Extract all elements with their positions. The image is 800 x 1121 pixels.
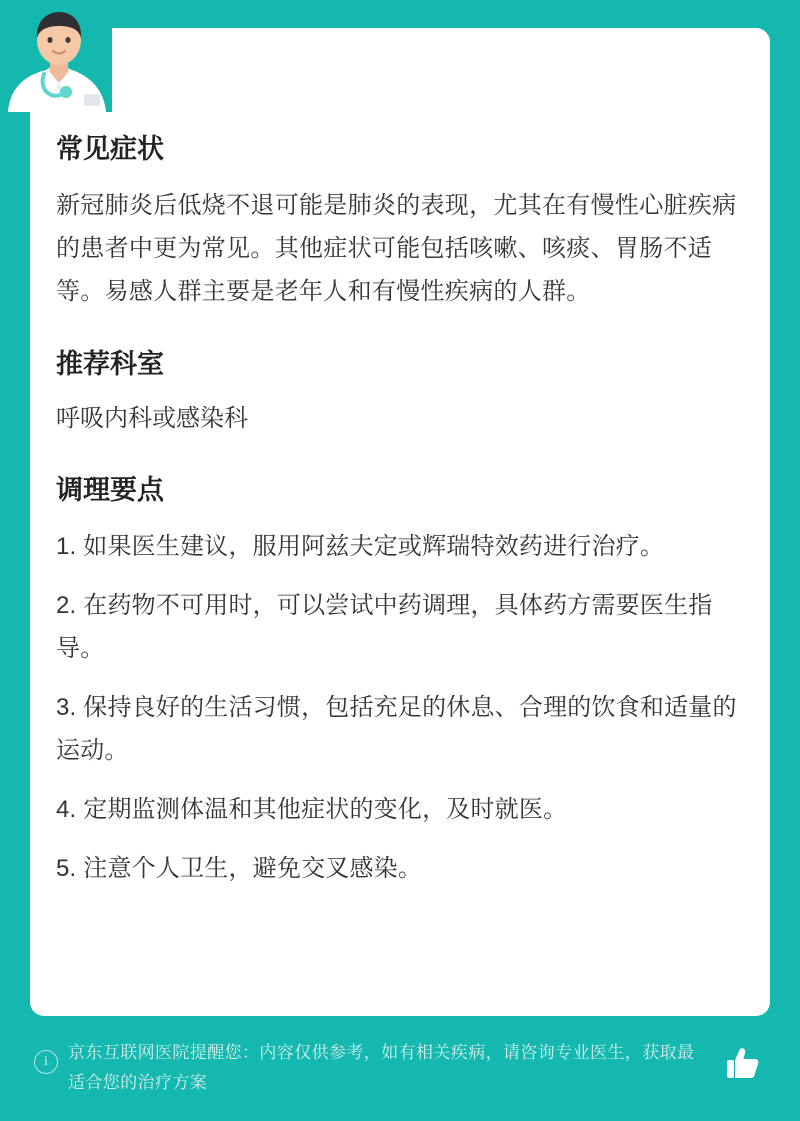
footer-disclaimer-bar — [30, 1024, 770, 1104]
list-item: 5. 注意个人卫生，避免交叉感染。 — [56, 855, 423, 882]
section-heading-department: 推荐科室 — [56, 349, 164, 379]
section-heading-care-points: 调理要点 — [56, 475, 164, 505]
info-icon: i — [34, 1050, 58, 1074]
content-card — [30, 28, 770, 1016]
footer-disclaimer-text: 京东互联网医院提醒您：内容仅供参考，如有相关疾病，请咨询专业医生，获取最适合您的治疗方案 — [68, 1043, 695, 1092]
doctor-avatar-icon — [0, 0, 112, 112]
list-item: 4. 定期监测体温和其他症状的变化，及时就医。 — [56, 796, 568, 823]
page-title: 新冠肺炎后低烧不退指南 — [112, 47, 453, 80]
article-content — [56, 132, 746, 906]
section-paragraph-department: 呼吸内科或感染科 — [56, 405, 248, 432]
list-item: 3. 保持良好的生活习惯，包括充足的休息、合理的饮食和适量的运动。 — [56, 694, 737, 764]
list-item: 2. 在药物不可用时，可以尝试中药调理，具体药方需要医生指导。 — [56, 592, 713, 662]
care-points-list — [56, 525, 746, 890]
thumbs-up-icon[interactable] — [722, 1042, 764, 1084]
section-paragraph-symptoms: 新冠肺炎后低烧不退可能是肺炎的表现，尤其在有慢性心脏疾病的患者中更为常见。其他症状可能包括咳嗽、咳痰、胃肠不适等。易感人群主要是老年人和有慢性疾病的人群。 — [56, 192, 737, 305]
section-heading-symptoms: 常见症状 — [56, 134, 164, 164]
list-item: 1. 如果医生建议，服用阿兹夫定或辉瑞特效药进行治疗。 — [56, 533, 665, 560]
